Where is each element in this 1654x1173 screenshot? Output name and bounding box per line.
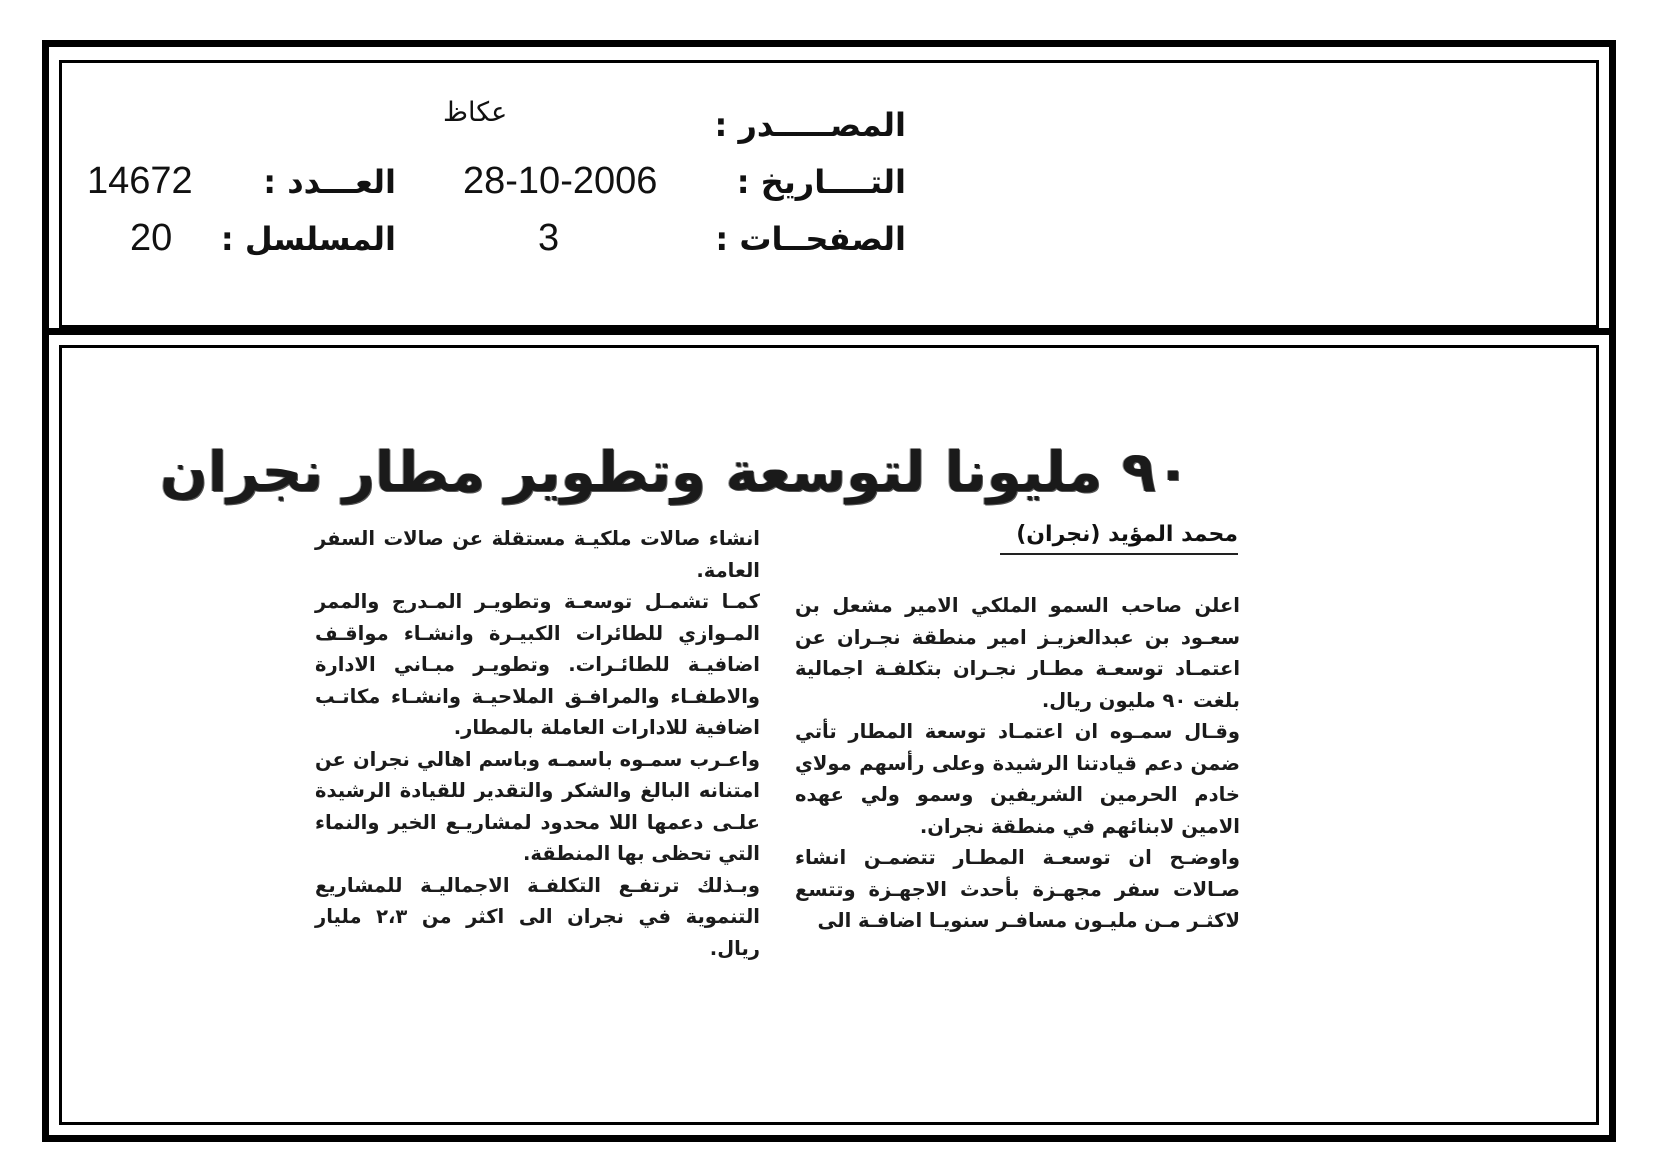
pages-value: 3 xyxy=(538,217,560,259)
date-label: التــــاريخ : xyxy=(736,163,906,201)
article-headline: ٩٠ مليونا لتوسعة وتطوير مطار نجران xyxy=(159,440,1190,505)
source-value: عكاظ xyxy=(443,97,508,128)
issue-label: العـــدد : xyxy=(263,163,396,201)
article-byline: محمد المؤيد (نجران) xyxy=(1016,522,1238,547)
paragraph: كمـا تشمـل توسعـة وتطويـر المـدرج والممر المـوازي للطائرات الكبيـرة وانشـاء مواقـف اضافيـة للطائـرات. وتطويـر مبـاني الادارة والاطفـاء والمرافـق الملاحيـة وانشـاء مكاتـب اضافية للادارات العاملة بالمطار. xyxy=(315,590,760,739)
header-divider xyxy=(42,328,1616,335)
serial-label: المسلسل : xyxy=(220,220,396,258)
paragraph: واوضـح ان توسعـة المطـار تتضمـن انشاء صـالات سفر مجهـزة بأحدث الاجهـزة وتتسع لاكثـر مـن مليـون مسافـر سنويـا اضافـة الى xyxy=(795,846,1240,932)
issue-value: 14672 xyxy=(87,160,193,202)
paragraph: وبـذلك ترتفـع التكلفـة الاجماليـة للمشاريع التنموية في نجران الى اكثر من ٢،٣ مليار ريال. xyxy=(315,873,760,960)
byline-underline xyxy=(1000,553,1238,555)
date-value: 28-10-2006 xyxy=(463,160,658,202)
paragraph: واعـرب سمـوه باسمـه وباسم اهالي نجران عن امتنانه البالغ والشكر والتقدير للقيادة الرشيدة علـى دعمها اللا محدود لمشاريـع الخير والنماء التي تحظى بها المنطقة. xyxy=(315,747,760,865)
pages-label: الصفحــات : xyxy=(715,220,906,258)
article-column-right xyxy=(795,590,1240,937)
source-label: المصـــــدر : xyxy=(714,106,906,144)
paragraph: اعلن صاحب السمو الملكي الامير مشعل بن سعـود بن عبدالعزيـز امير منطقة نجـران عن اعتمـاد توسعـة مطـار نجـران بتكلفـة اجمالية بلغت ٩٠ مليون ريال. xyxy=(795,594,1240,712)
paragraph: وقـال سمـوه ان اعتمـاد توسعة المطار تأتي ضمن دعم قيادتنا الرشيدة وعلى رأسهم مولاي خادم الحرمين الشريفين وسمو ولي عهده الامين لابنائهم في منطقة نجران. xyxy=(795,720,1240,838)
paragraph: انشاء صالات ملكيـة مستقلة عن صالات السفر العامة. xyxy=(315,527,760,582)
serial-value: 20 xyxy=(130,217,173,259)
article-column-left xyxy=(315,523,760,964)
